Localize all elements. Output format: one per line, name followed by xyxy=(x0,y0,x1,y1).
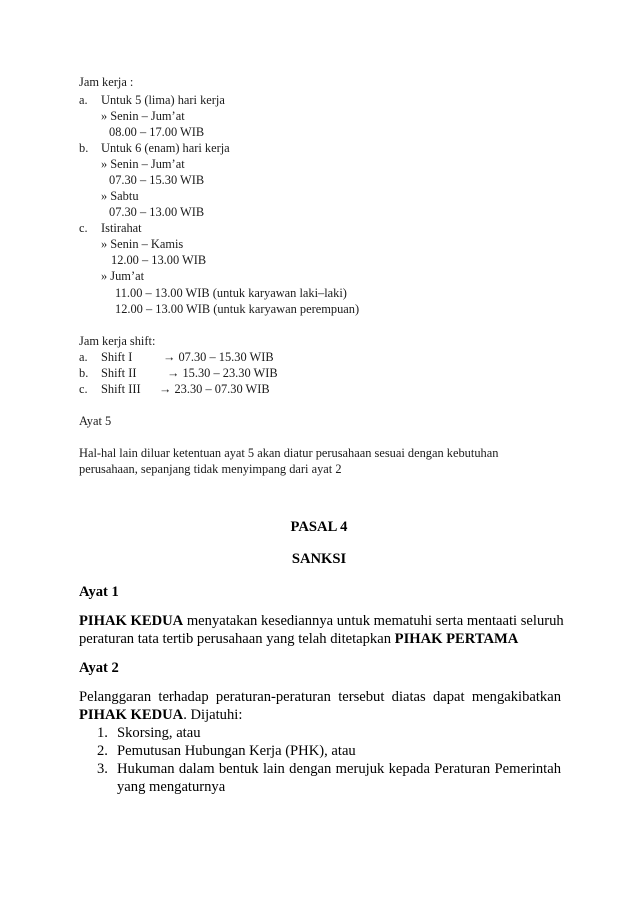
ayat1-line1-bold: PIHAK KEDUA xyxy=(79,613,184,629)
shift-heading: Jam kerja shift: xyxy=(79,334,156,348)
ayat2-item-num: 2. xyxy=(97,743,108,759)
item-c-time2b: 12.00 – 13.00 WIB (untuk karyawan perempuan) xyxy=(115,302,360,316)
shift-row-time: → 15.30 – 23.30 WIB xyxy=(167,366,278,380)
item-c-label: c. xyxy=(79,221,88,235)
item-a-label: a. xyxy=(79,93,88,107)
item-c-day2: » Jum’at xyxy=(101,269,145,283)
shift-row-time: → 23.30 – 07.30 WIB xyxy=(159,382,270,396)
ayat1-line1-rest: menyatakan kesediannya untuk mematuhi serta mentaati seluruh xyxy=(183,613,564,629)
ayat1-line1 xyxy=(79,612,564,630)
item-a-day: » Senin – Jum’at xyxy=(101,109,185,123)
ayat2-item-num: 1. xyxy=(97,725,108,741)
item-b-day1: » Senin – Jum’at xyxy=(101,157,185,171)
ayat2-heading: Ayat 2 xyxy=(79,660,119,676)
ayat1-heading: Ayat 1 xyxy=(79,584,119,600)
ayat2-item-text: Pemutusan Hubungan Kerja (PHK), atau xyxy=(117,743,356,759)
ayat2-line1: Pelanggaran terhadap peraturan-peraturan tersebut diatas dapat mengakibatkan xyxy=(79,689,561,705)
ayat5-heading: Ayat 5 xyxy=(79,414,112,428)
pasal-title: PASAL 4 xyxy=(290,519,348,535)
item-a-text: Untuk 5 (lima) hari kerja xyxy=(101,93,225,107)
pasal-subtitle: SANKSI xyxy=(291,551,347,567)
shift-row-label: b. xyxy=(79,366,89,380)
shift-row-name: Shift II xyxy=(101,366,137,380)
item-b-text: Untuk 6 (enam) hari kerja xyxy=(101,141,230,155)
ayat2-item-text: Hukuman dalam bentuk lain dengan merujuk kepada Peraturan Pemerintah xyxy=(117,761,561,777)
ayat2-item-num: 3. xyxy=(97,761,108,777)
ayat1-line2 xyxy=(79,630,518,648)
ayat2-line2 xyxy=(79,706,242,724)
shift-row-name: Shift I xyxy=(101,350,133,364)
item-b-label: b. xyxy=(79,141,89,155)
shift-row-name: Shift III xyxy=(101,382,141,396)
item-a-time: 08.00 – 17.00 WIB xyxy=(109,125,205,139)
ayat2-line2-bold: PIHAK KEDUA xyxy=(79,707,184,723)
item-b-time1: 07.30 – 15.30 WIB xyxy=(109,173,205,187)
shift-row-time: → 07.30 – 15.30 WIB xyxy=(163,350,274,364)
shift-row-label: c. xyxy=(79,382,88,396)
ayat2-item-text: Skorsing, atau xyxy=(117,725,201,741)
jam-kerja-heading: Jam kerja : xyxy=(79,75,134,89)
item-b-day2: » Sabtu xyxy=(101,189,139,203)
ayat2-line2-rest: . Dijatuhi: xyxy=(183,707,243,723)
ayat5-line1: Hal-hal lain diluar ketentuan ayat 5 akan diatur perusahaan sesuai dengan kebutuhan xyxy=(79,446,499,460)
item-c-time1: 12.00 – 13.00 WIB xyxy=(111,253,207,267)
ayat1-line2-rest: peraturan tata tertib perusahaan yang telah ditetapkan xyxy=(79,631,395,647)
item-c-day1: » Senin – Kamis xyxy=(101,237,184,251)
ayat5-line2: perusahaan, sepanjang tidak menyimpang dari ayat 2 xyxy=(79,462,342,476)
ayat1-line2-bold: PIHAK PERTAMA xyxy=(394,631,519,647)
item-c-time2a: 11.00 – 13.00 WIB (untuk karyawan laki–laki) xyxy=(115,286,347,300)
ayat2-item3-continuation: yang mengaturnya xyxy=(117,779,226,795)
item-b-time2: 07.30 – 13.00 WIB xyxy=(109,205,205,219)
shift-row-label: a. xyxy=(79,350,88,364)
item-c-text: Istirahat xyxy=(101,221,142,235)
